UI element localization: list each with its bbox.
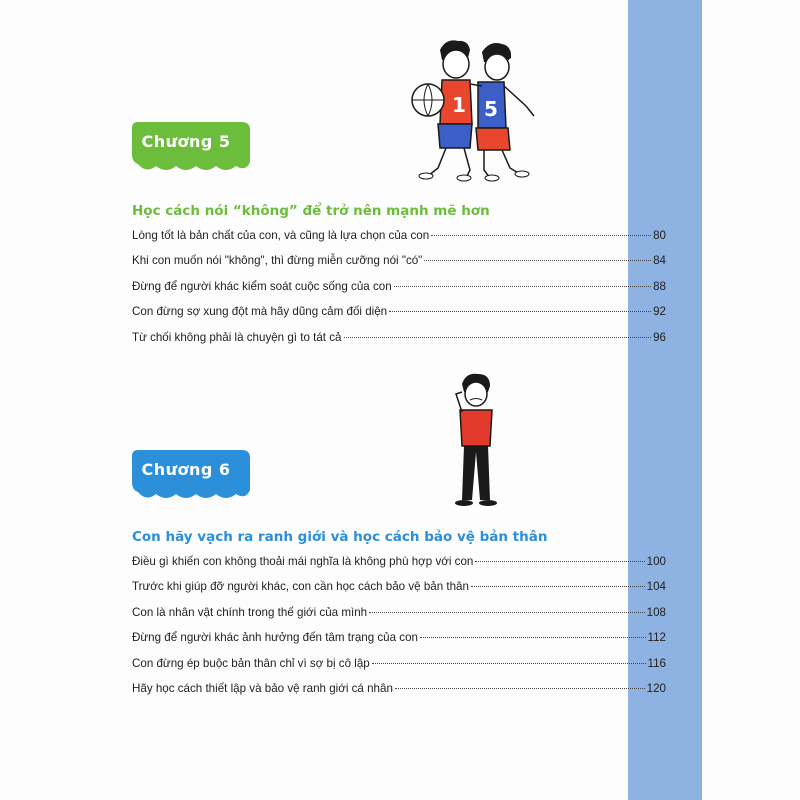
svg-text:1: 1 <box>452 93 466 117</box>
toc-entry-title: Lòng tốt là bản chất của con, và cũng là lựa chọn của con <box>132 229 430 242</box>
toc-entry-title: Con đừng ép buộc bản thân chỉ vì sợ bị cô lập <box>132 656 370 670</box>
toc-entry-title: Hãy học cách thiết lập và bảo vệ ranh giới cá nhân <box>132 681 393 695</box>
toc-entry-page: 84 <box>653 254 666 268</box>
toc-entry-page: 112 <box>647 631 666 645</box>
chapter-6-badge <box>130 446 260 504</box>
toc-leader-dots <box>431 235 651 236</box>
toc-entry[interactable] <box>132 606 666 631</box>
toc-entry[interactable] <box>132 229 666 254</box>
toc-entry-page: 88 <box>653 279 666 293</box>
chapter-6-heading: Con hãy vạch ra ranh giới và học cách bảo vệ bản thân <box>132 529 548 545</box>
toc-entry-page: 96 <box>653 330 666 344</box>
sad-boy-illustration <box>448 372 504 512</box>
toc-leader-dots <box>424 260 651 261</box>
svg-text:5: 5 <box>484 97 498 121</box>
toc-entry-page: 92 <box>653 305 666 319</box>
toc-entry-title: Khi con muốn nói "không", thì đừng miễn cưỡng nói "có" <box>132 254 423 268</box>
toc-entry-page: 116 <box>647 656 666 670</box>
chapter-6-label: Chương 6 <box>141 460 231 479</box>
toc-entry-title: Con là nhân vật chính trong thế giới của mình <box>132 605 368 619</box>
toc-leader-dots <box>471 586 645 587</box>
toc-entry-page: 104 <box>646 580 666 594</box>
toc-entry[interactable] <box>132 254 666 279</box>
toc-entry[interactable] <box>132 657 666 682</box>
toc-entry-page: 80 <box>653 229 666 242</box>
toc-entry[interactable] <box>132 631 666 656</box>
chapter-5-label: Chương 5 <box>141 132 231 151</box>
toc-entry[interactable] <box>132 305 666 330</box>
toc-entry-page: 108 <box>646 605 666 619</box>
toc-entry-title: Từ chối không phải là chuyện gì to tát cả <box>132 330 342 344</box>
toc-entry-title: Điều gì khiến con không thoải mái nghĩa là không phù hợp với con <box>132 555 474 568</box>
toc-leader-dots <box>372 663 646 664</box>
toc-entry-title: Trước khi giúp đỡ người khác, con cần học cách bảo vệ bản thân <box>132 580 469 594</box>
two-basketball-players-illustration <box>398 36 548 182</box>
toc-entry-title: Đừng để người khác kiểm soát cuộc sống của con <box>132 279 392 293</box>
toc-entry-page: 100 <box>646 555 666 568</box>
toc-leader-dots <box>344 337 652 338</box>
toc-entry-title: Con đừng sợ xung đột mà hãy dũng cảm đối diện <box>132 305 388 319</box>
toc-entry-title: Đừng để người khác ảnh hưởng đến tâm trạng của con <box>132 631 418 645</box>
toc-leader-dots <box>389 311 651 312</box>
toc-leader-dots <box>475 561 644 562</box>
toc-entry-page: 120 <box>646 681 666 695</box>
toc-entry[interactable] <box>132 331 666 356</box>
toc-leader-dots <box>369 612 645 613</box>
toc-leader-dots <box>395 688 645 689</box>
toc-entry[interactable] <box>132 555 666 580</box>
toc-entry[interactable] <box>132 580 666 605</box>
toc-leader-dots <box>420 637 646 638</box>
toc-entry[interactable] <box>132 280 666 305</box>
toc-entry[interactable] <box>132 682 666 707</box>
chapter-5-heading: Học cách nói “không” để trở nên mạnh mẽ hơn <box>132 203 490 219</box>
chapter-5-badge <box>130 118 260 176</box>
chapter-6-toc <box>132 555 666 707</box>
chapter-5-toc <box>132 229 666 356</box>
toc-leader-dots <box>394 286 651 287</box>
